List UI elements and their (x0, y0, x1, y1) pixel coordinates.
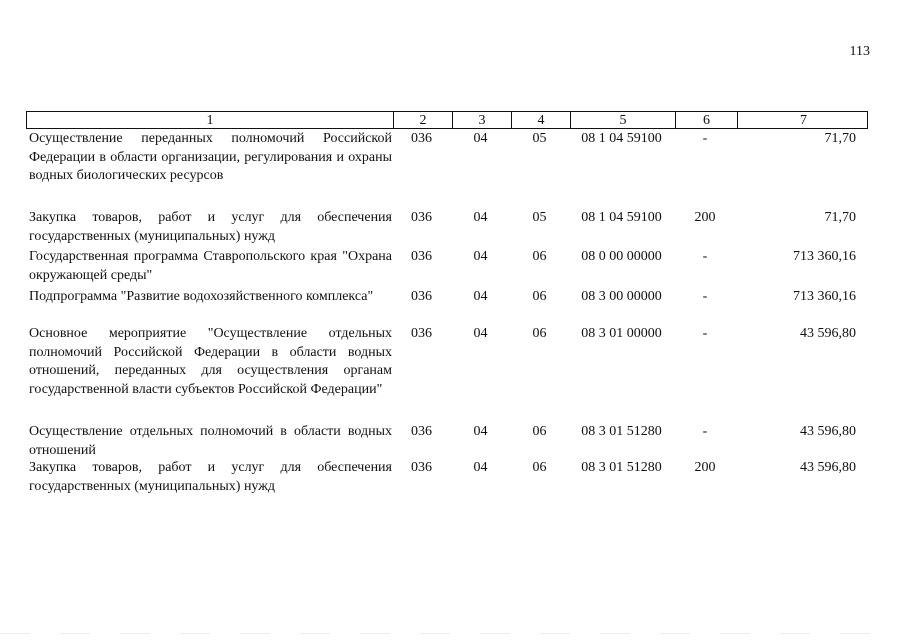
table-row (26, 288, 868, 307)
column-header-4: 4 (511, 112, 570, 129)
table-row (26, 209, 868, 246)
row-col-7: 71,70 (824, 131, 856, 146)
row-col-5: 08 3 01 00000 (581, 326, 662, 341)
table-row (26, 423, 868, 460)
column-header-6: 6 (675, 112, 737, 129)
row-col-2: 036 (411, 249, 432, 264)
row-name: Закупка товаров, работ и услуг для обеспечения государственных (муниципальных) нужд (29, 460, 392, 494)
column-header-2: 2 (393, 112, 452, 129)
row-col-4: 05 (532, 131, 547, 146)
row-col-4: 06 (532, 249, 547, 264)
row-col-7: 713 360,16 (793, 249, 856, 264)
scan-noise (0, 633, 899, 634)
row-col-3: 04 (473, 249, 488, 264)
table-row (26, 248, 868, 285)
row-col-5: 08 3 01 51280 (581, 424, 662, 439)
row-col-2: 036 (411, 210, 432, 225)
table-header (26, 111, 868, 129)
row-col-4: 05 (532, 210, 547, 225)
row-col-5: 08 3 00 00000 (581, 289, 662, 304)
row-name: Осуществление переданных полномочий Российской Федерации в области организации, регулирования и охраны водных биологических ресурсов (29, 131, 392, 183)
row-col-6: - (702, 131, 708, 146)
row-col-6: - (702, 249, 708, 264)
row-name: Осуществление отдельных полномочий в области водных отношений (29, 424, 392, 458)
table-row (26, 459, 868, 496)
row-col-6: 200 (694, 210, 716, 225)
column-header-7: 7 (737, 112, 869, 129)
row-col-4: 06 (532, 326, 547, 341)
table-row (26, 325, 868, 399)
row-col-6: - (702, 326, 708, 341)
row-col-2: 036 (411, 326, 432, 341)
row-col-7: 43 596,80 (800, 326, 856, 341)
row-col-4: 06 (532, 424, 547, 439)
row-col-4: 06 (532, 289, 547, 304)
row-col-2: 036 (411, 289, 432, 304)
page-number: 113 (849, 44, 870, 59)
row-name: Подпрограмма "Развитие водохозяйственного комплекса" (29, 289, 374, 304)
row-name: Закупка товаров, работ и услуг для обеспечения государственных (муниципальных) нужд (29, 210, 392, 244)
row-col-6: - (702, 289, 708, 304)
row-name: Основное мероприятие "Осуществление отдельных полномочий Российской Федерации в области водных отношений, переданных для осуществления органам государственной власти субъектов Российской Федерации" (29, 326, 392, 397)
column-header-3: 3 (452, 112, 511, 129)
row-col-7: 43 596,80 (800, 424, 856, 439)
row-col-3: 04 (473, 424, 488, 439)
row-col-3: 04 (473, 131, 488, 146)
row-col-7: 713 360,16 (793, 289, 856, 304)
row-col-7: 71,70 (824, 210, 856, 225)
row-col-5: 08 1 04 59100 (581, 210, 662, 225)
row-col-3: 04 (473, 210, 488, 225)
row-col-3: 04 (473, 326, 488, 341)
row-col-2: 036 (411, 424, 432, 439)
row-col-7: 43 596,80 (800, 460, 856, 475)
row-col-3: 04 (473, 460, 488, 475)
row-col-5: 08 1 04 59100 (581, 131, 662, 146)
column-header-1: 1 (206, 113, 214, 128)
row-col-6: 200 (694, 460, 716, 475)
row-col-4: 06 (532, 460, 547, 475)
row-name: Государственная программа Ставропольского края "Охрана окружающей среды" (29, 249, 392, 283)
row-col-6: - (702, 424, 708, 439)
row-col-2: 036 (411, 460, 432, 475)
row-col-3: 04 (473, 289, 488, 304)
column-header-5: 5 (570, 112, 675, 129)
row-col-5: 08 0 00 00000 (581, 249, 662, 264)
row-col-5: 08 3 01 51280 (581, 460, 662, 475)
table-row (26, 130, 868, 186)
row-col-2: 036 (411, 131, 432, 146)
